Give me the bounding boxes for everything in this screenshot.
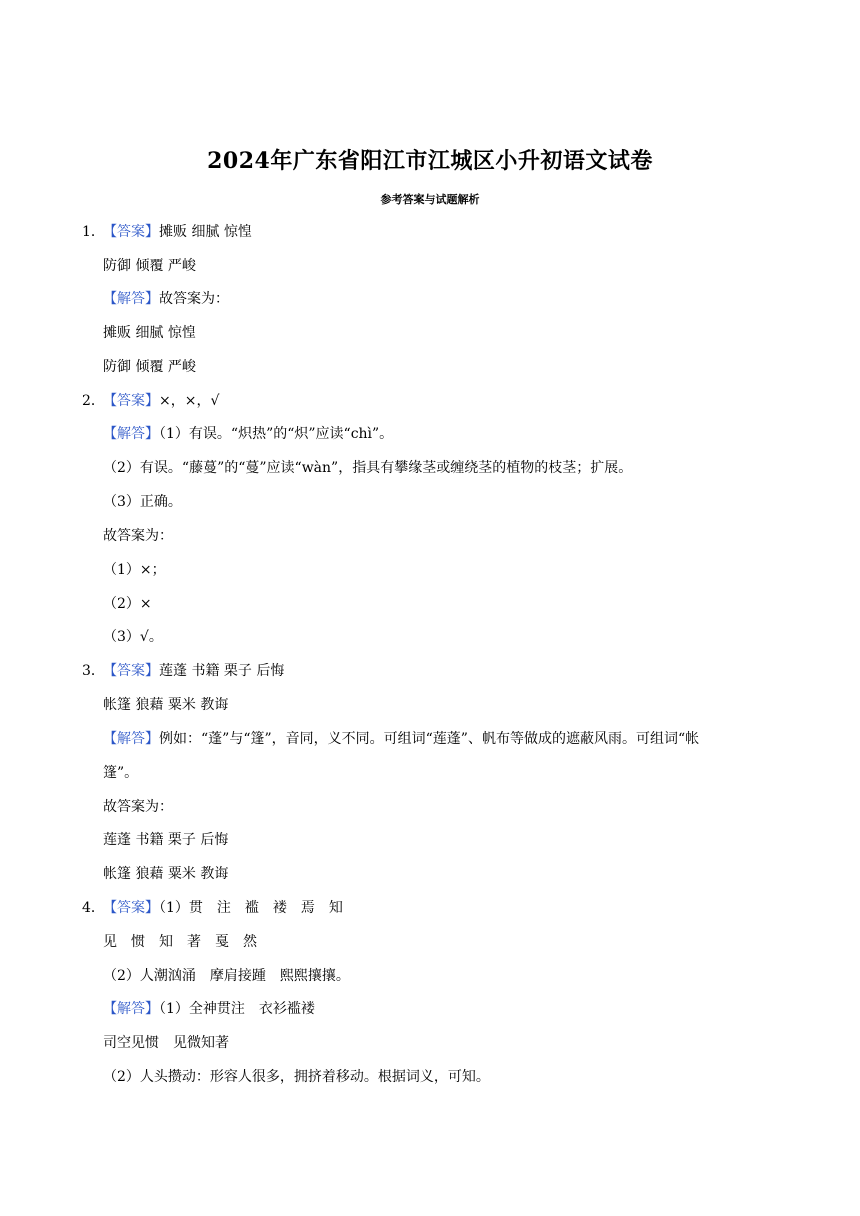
- question-3-analysis-line: [103, 730, 699, 748]
- analysis-text: 篷”。: [103, 765, 139, 781]
- question-4-analysis-line: [103, 1000, 315, 1018]
- analysis-text: 帐篷 狼藉 粟米 教诲: [103, 866, 229, 882]
- page-title: 2024年广东省阳江市江城区小升初语文试卷: [207, 148, 653, 174]
- answer-text: （2）人潮汹涌 摩肩接踵 熙熙攘攘。: [103, 968, 350, 984]
- page-subtitle: 参考答案与试题解析: [380, 193, 480, 206]
- analysis-text: 故答案为：: [103, 528, 173, 544]
- answer-text: 见 惯 知 著 戛 然: [103, 934, 257, 950]
- analysis-tag: 【解答】: [103, 1001, 159, 1017]
- analysis-tag: 【解答】: [103, 731, 159, 747]
- analysis-tag: 【解答】: [103, 291, 159, 307]
- question-number: 4．: [82, 900, 105, 916]
- answer-text: 莲蓬 书籍 栗子 后悔: [159, 663, 285, 679]
- analysis-text: 司空见惯 见微知著: [103, 1035, 229, 1051]
- analysis-text: （2）人头攒动：形容人很多，拥挤着移动。根据词义，可知。: [103, 1069, 490, 1085]
- analysis-text: （1）×；: [103, 562, 166, 578]
- question-number: 1．: [82, 224, 105, 240]
- analysis-tag: 【解答】: [103, 426, 159, 442]
- answer-text: 帐篷 狼藉 粟米 教诲: [103, 697, 229, 713]
- analysis-text: 防御 倾覆 严峻: [103, 359, 196, 375]
- analysis-text: （1）有误。“炽热”的“炽”应读“chì”。: [159, 426, 394, 442]
- analysis-text: 摊贩 细腻 惊惶: [103, 325, 196, 341]
- analysis-text: （2）有误。“藤蔓”的“蔓”应读“wàn”，指具有攀缘茎或缠绕茎的植物的枝茎；扩展。: [103, 460, 633, 476]
- answer-tag: 【答案】: [103, 224, 159, 240]
- question-number: 3．: [82, 663, 105, 679]
- question-1-analysis-line: [103, 290, 229, 308]
- analysis-text: （1）全神贯注 衣衫褴褛: [159, 1001, 315, 1017]
- question-2-analysis-line: [103, 425, 393, 443]
- answer-tag: 【答案】: [103, 393, 159, 409]
- analysis-text: 莲蓬 书籍 栗子 后悔: [103, 832, 229, 848]
- answer-text: ×，×，√: [159, 393, 220, 409]
- answer-tag: 【答案】: [103, 663, 159, 679]
- answer-text: 防御 倾覆 严峻: [103, 258, 196, 274]
- analysis-text: 故答案为：: [103, 799, 173, 815]
- question-number: 2．: [82, 393, 105, 409]
- analysis-text: （3）正确。: [103, 494, 182, 510]
- analysis-text: （2）×: [103, 596, 152, 612]
- analysis-text: 例如：“蓬”与“篷”，音同，义不同。可组词“莲蓬”、帆布等做成的遮蔽风雨。可组词“帐: [159, 731, 700, 747]
- answer-text: 摊贩 细腻 惊惶: [159, 224, 252, 240]
- answer-tag: 【答案】: [103, 900, 159, 916]
- answer-text: （1）贯 注 褴 褛 焉 知: [159, 900, 343, 916]
- analysis-text: （3）√。: [103, 629, 163, 645]
- analysis-text: 故答案为：: [159, 291, 229, 307]
